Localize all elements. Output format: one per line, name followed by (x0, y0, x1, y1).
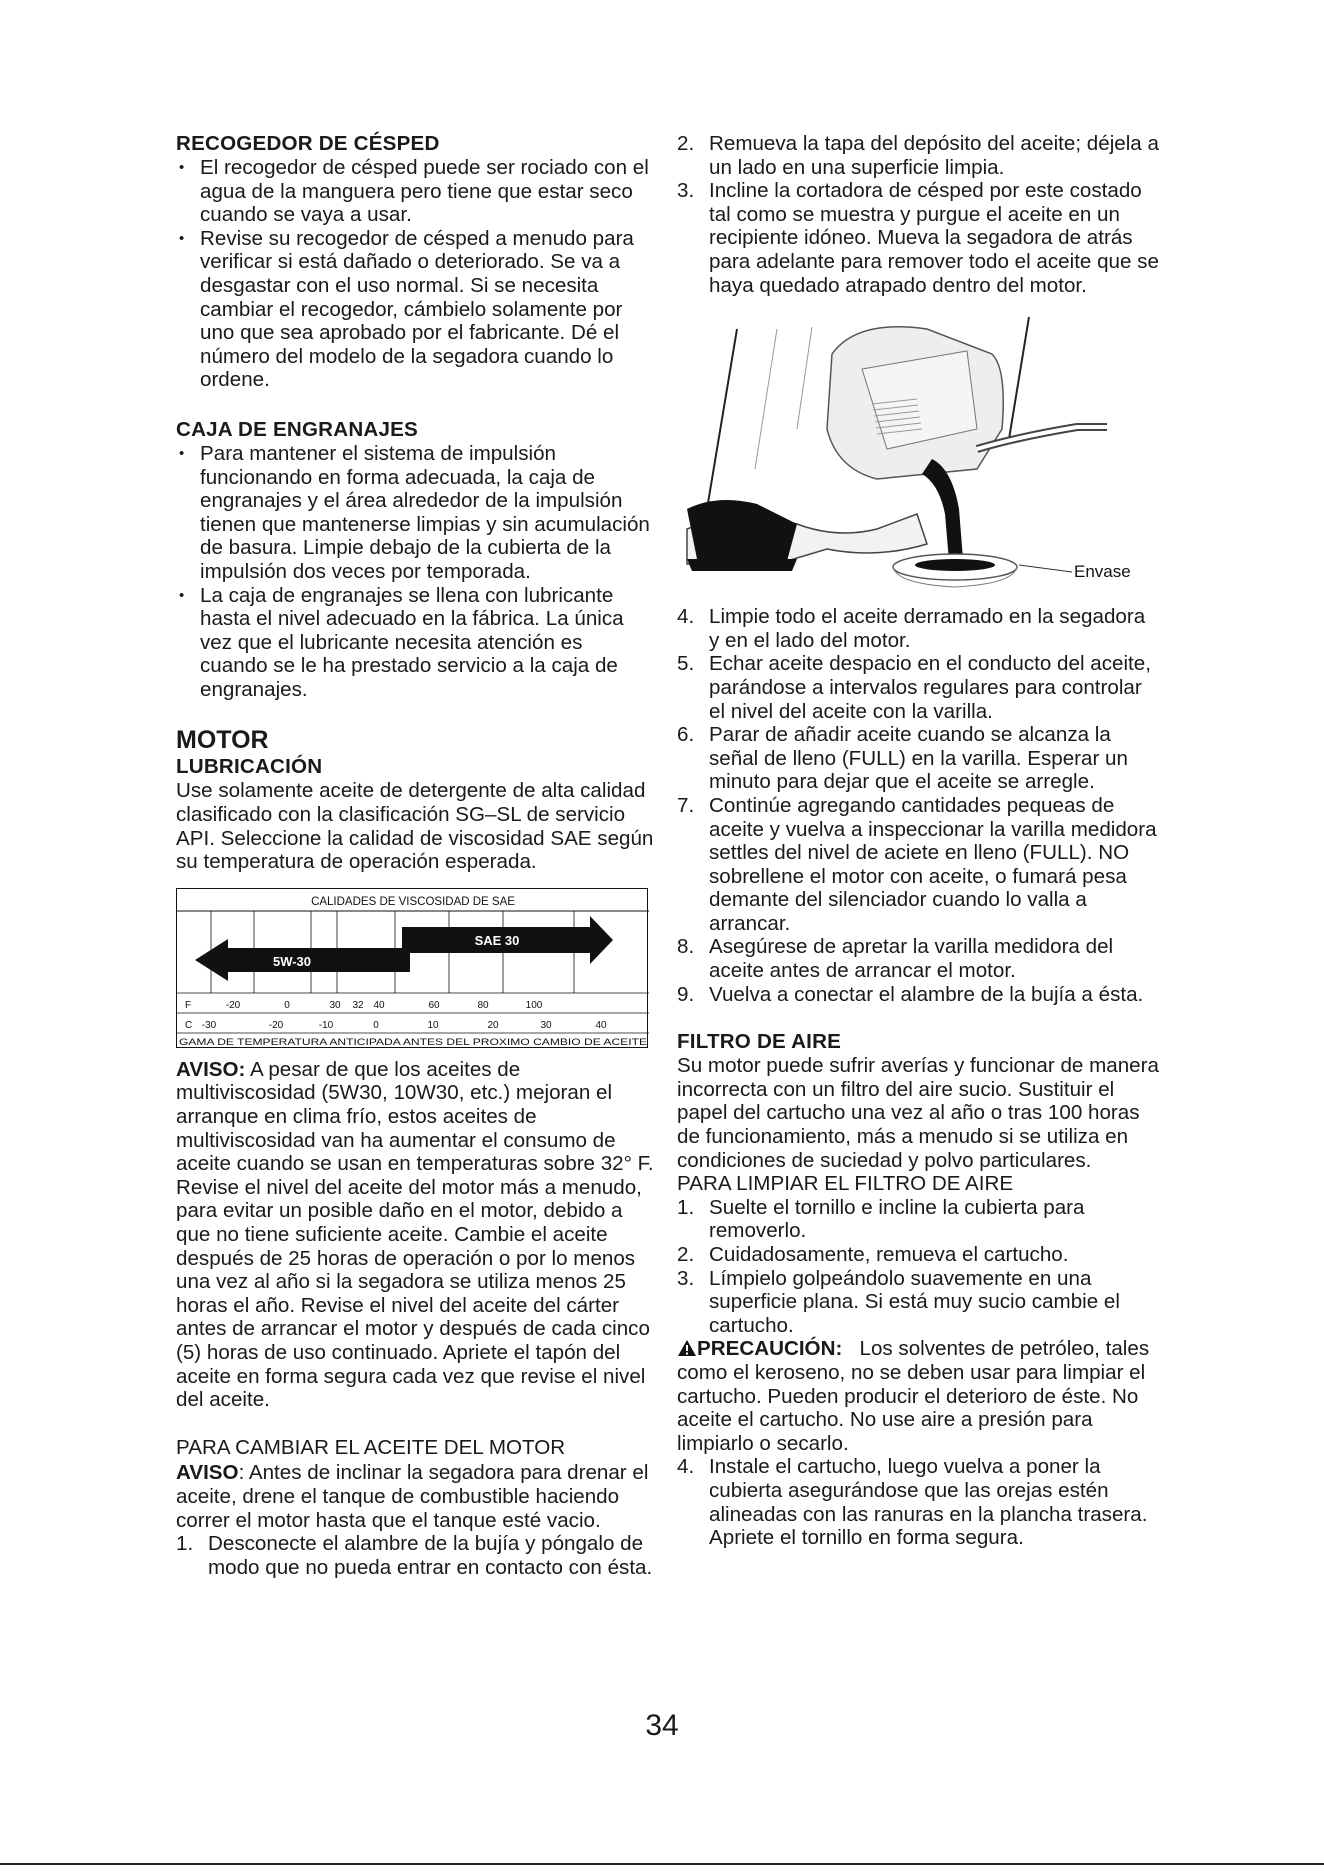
left-column (176, 132, 654, 1579)
list-item (677, 1196, 1159, 1243)
change-oil-aviso (176, 1461, 654, 1532)
f-tick-label: 0 (284, 999, 290, 1011)
step-text: Vuelva a conectar el alambre de la bujía a ésta. (709, 982, 1144, 1006)
caution-label: PRECAUCIÓN: (697, 1337, 843, 1361)
aviso-label: AVISO: (176, 1057, 246, 1081)
right-column (677, 132, 1159, 1550)
step-number: 1. (176, 1532, 194, 1556)
container-label: Envase (1074, 562, 1131, 582)
change-oil-heading: PARA CAMBIAR EL ACEITE DEL MOTOR (176, 1435, 566, 1459)
lubrication-text: Use solamente aceite de detergente de alta calidad clasificado con la clasificación SG–SL de servicio API. Seleccione la calidad de viscosidad SAE según su temperatura de operación esperada. (176, 779, 654, 874)
c-tick-label: 40 (595, 1019, 607, 1031)
bottom-divider (0, 1863, 1324, 1865)
air-filter-steps-after (677, 1455, 1159, 1549)
aviso-text: A pesar de que los aceites de multiviscosidad (5W30, 10W30, etc.) mejoran el arranque en clima frío, estos aceites de multiviscosidad van ha aumentar el consumo de aceite cuando se usan en temperaturas sobre 32° F. Revise el nivel del aceite del motor más a menudo, para evitar un posible daño en el motor, debido a que no tiene suficiente aceite. Cambie el aceite después de 25 horas de operación o por lo menos una vez al año si la segadora se utiliza menos 25 horas el año. Revise el nivel del aceite del cárter antes de arrancar el motor y después de cada cinco (5) horas de uso continuado. Apriete el tapón del aceite en forma segura cada vez que revise el nivel del aceite. (176, 1057, 654, 1412)
c-tick-label: -10 (318, 1019, 334, 1031)
step-number: 4. (677, 1455, 695, 1479)
list-item (677, 794, 1159, 936)
f-tick-label: -20 (225, 999, 241, 1011)
list-item (677, 179, 1159, 297)
air-filter-text: Su motor puede sufrir averías y funcionar de manera incorrecta con un filtro del aire sucio. Sustituir el papel del cartucho una vez al año o tras 100 horas de funcionamiento, más a menudo si se utiliza en condiciones de suciedad y polvo particulares. (677, 1054, 1159, 1172)
c-tick-label: 30 (540, 1019, 552, 1031)
step-number: 6. (677, 723, 695, 747)
step-text: Instale el cartucho, luego vuelva a poner la cubierta asegurándose que las orejas estén alineadas con las ranuras en la plancha trasera. Apriete el tornillo en forma segura. (709, 1455, 1148, 1550)
change-oil-aviso-label: AVISO (176, 1461, 239, 1485)
list-item (677, 1243, 1159, 1267)
c-tick-label: 0 (373, 1019, 379, 1031)
f-row-label: F (185, 999, 192, 1011)
grass-bag-heading: RECOGEDOR DE CÉSPED (176, 132, 440, 155)
gear-case-list (176, 442, 654, 702)
change-oil-steps (176, 1532, 654, 1579)
step-text: Cuidadosamente, remueva el cartucho. (709, 1243, 1069, 1266)
step-number: 8. (677, 935, 695, 959)
step-text: Límpielo golpeándolo suavemente en una superficie plana. Si está muy sucio cambie el cartucho. (709, 1266, 1120, 1337)
list-item (677, 652, 1159, 723)
f-tick-label: 60 (428, 999, 440, 1011)
c-row-label: C (185, 1019, 193, 1031)
c-tick-label: -20 (268, 1019, 284, 1031)
motor-heading: MOTOR (176, 726, 269, 755)
lubrication-heading: LUBRICACIÓN (176, 755, 323, 779)
step-text: Remueva la tapa del depósito del aceite; déjela a un lado en una superficie limpia. (709, 132, 1159, 179)
oil-steps-b (677, 605, 1159, 1006)
caution-text: Los solventes de petróleo, tales como el keroseno, no se deben usar para limpiar el cartucho. Pueden producir el deterioro de éste. No aceite el cartucho. No use aire a presión para limpiarlo o secarlo. (677, 1337, 1150, 1455)
page-number: 34 (645, 1709, 679, 1742)
step-text: Desconecte el alambre de la bujía y póngalo de modo que no pueda entrar en contacto con ésta. (208, 1532, 653, 1579)
list-item: • Para mantener el sistema de impulsión funcionando en forma adecuada, la caja de engranajes y el área alrededor de la impulsión tienen que mantenerse limpias y sin acumulación de basura. Limpie debajo de la cubierta de la impulsión dos veces por temporada. (176, 442, 654, 584)
c-tick-label: 10 (427, 1019, 439, 1031)
c-tick-label: -30 (201, 1019, 217, 1031)
step-number: 5. (677, 652, 695, 676)
oil-drain-illustration (677, 309, 1159, 597)
step-number: 1. (677, 1195, 695, 1219)
list-item: • Revise su recogedor de césped a menudo para verificar si está dañado o deteriorado. Se va a desgastar con el uso normal. Si se necesita cambiar el recogedor, cámbielo solamente por uno que sea aprobado por el fabricante. Dé el número del modelo de la segadora cuando lo ordene. (176, 227, 654, 392)
sae-viscosity-chart-svg (177, 889, 649, 1049)
c-tick-label: 20 (487, 1019, 499, 1031)
list-item (677, 1455, 1159, 1549)
list-item (677, 723, 1159, 794)
chart-footer: GAMA DE TEMPERATURA ANTICIPADA ANTES DEL PROXIMO CAMBIO DE ACEITE (179, 1036, 647, 1048)
f-tick-label: 30 (329, 999, 341, 1011)
grass-bag-list (176, 156, 654, 392)
5w30-label: 5W-30 (272, 953, 312, 969)
air-filter-steps (677, 1196, 1159, 1338)
list-item (677, 132, 1159, 179)
step-number: 7. (677, 793, 695, 817)
step-text: Parar de añadir aceite cuando se alcanza la señal de lleno (FULL) en la varilla. Esperar un minuto para dejar que el aceite se arregle. (709, 723, 1128, 794)
f-tick-label: 40 (373, 999, 385, 1011)
list-item (677, 983, 1159, 1007)
step-number: 4. (677, 605, 695, 629)
sae30-label: SAE 30 (474, 932, 520, 948)
air-filter-heading: FILTRO DE AIRE (677, 1030, 842, 1054)
step-text: Incline la cortadora de césped por este costado tal como se muestra y purgue el aceite en un recipiente idóneo. Mueva la segadora de atrás para adelante para remover todo el aceite que se haya quedado atrapado dentro del motor. (709, 179, 1159, 297)
f-tick-label: 80 (477, 999, 489, 1011)
step-number: 2. (677, 132, 695, 155)
oil-drain-drawing (677, 309, 1159, 597)
aviso-paragraph (176, 1058, 654, 1412)
step-text: Asegúrese de apretar la varilla medidora del aceite antes de arrancar el motor. (709, 935, 1114, 983)
step-text: Echar aceite despacio en el conducto del aceite, parándose a intervalos regulares para controlar el nivel del aceite con la varilla. (709, 652, 1151, 723)
sae-viscosity-chart (176, 888, 648, 1048)
list-item (677, 935, 1159, 982)
change-oil-aviso-text: : Antes de inclinar la segadora para drenar el aceite, drene el tanque de combustible haciendo correr el motor hasta que el tanque esté vacio. (176, 1461, 649, 1532)
caution-paragraph (677, 1337, 1159, 1455)
step-text: Suelte el tornillo e incline la cubierta para removerlo. (709, 1195, 1085, 1243)
list-item (677, 605, 1159, 652)
gear-case-heading: CAJA DE ENGRANAJES (176, 417, 418, 441)
step-number: 2. (677, 1243, 695, 1266)
step-text: Continúe agregando cantidades pequeas de aceite y vuelva a inspeccionar la varilla medidora settles del nivel de aciete en lleno (FULL). NO sobrellene el motor con aceite, o fumará pesa demante del silenciador cuando lo valla a arrancar. (709, 793, 1157, 935)
step-number: 3. (677, 179, 695, 203)
step-number: 3. (677, 1266, 695, 1290)
list-item (176, 1532, 654, 1579)
f-tick-label: 100 (525, 999, 543, 1011)
list-item: • El recogedor de césped puede ser rociado con el agua de la manguera pero tiene que estar seco cuando se vaya a usar. (176, 156, 654, 227)
step-text: Limpie todo el aceite derramado en la segadora y en el lado del motor. (709, 605, 1146, 652)
oil-steps-a (677, 132, 1159, 297)
list-item: • La caja de engranajes se llena con lubricante hasta el nivel adecuado en la fábrica. La única vez que el lubricante necesita atención es cuando se le ha prestado servicio a la caja de engranajes. (176, 584, 654, 702)
f-tick-label: 32 (352, 999, 364, 1011)
step-number: 9. (677, 982, 695, 1006)
chart-title: CALIDADES DE VISCOSIDAD DE SAE (311, 895, 515, 908)
warning-triangle-icon (677, 1339, 697, 1357)
clean-filter-heading: PARA LIMPIAR EL FILTRO DE AIRE (677, 1172, 1014, 1196)
list-item (677, 1267, 1159, 1338)
